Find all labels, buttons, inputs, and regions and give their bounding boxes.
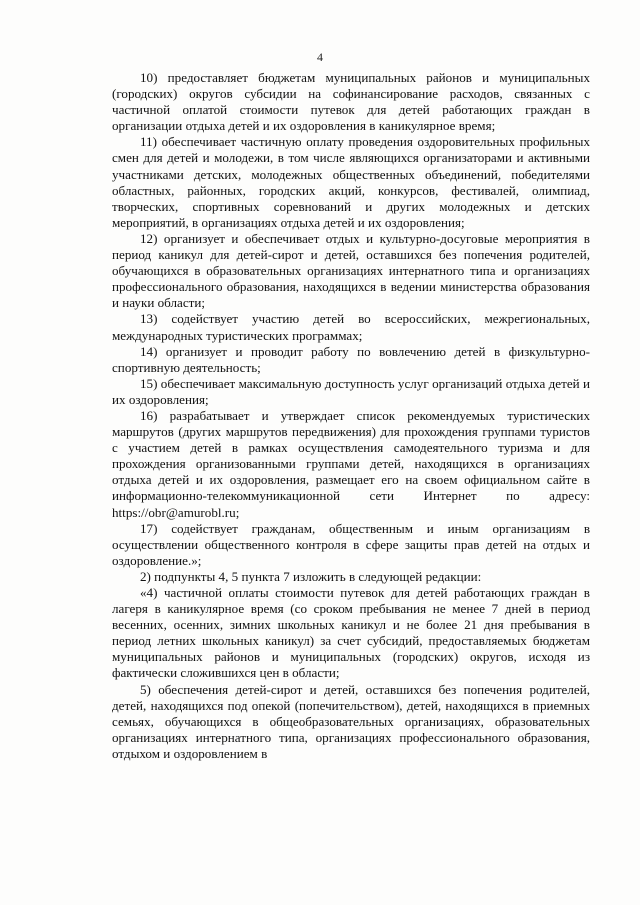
paragraph-subitem-5: 5) обеспечения детей-сирот и детей, оставшихся без попечения родителей, детей, находящихся под опекой (попечительством), детей, находящихся в приемных семьях, обучающихся в общеобразовательных организациях, образовательных организациях интернатного типа, организациях профессионального образования, отдыхом и оздоровлением в bbox=[112, 681, 590, 761]
paragraph-item-11: 11) обеспечивает частичную оплату проведения оздоровительных профильных смен для детей и молодежи, в том числе являющихся организаторами и активными участниками детских, молодежных общественных объединений, победителями областных, районных, городских акций, конкурсов, фестивалей, олимпиад, творческих, спортивных соревнований и других молодежных и детских мероприятий, в организациях отдыха детей и их оздоровления; bbox=[112, 134, 590, 230]
page-number: 4 bbox=[317, 50, 323, 64]
paragraph-item-17: 17) содействует гражданам, общественным и иным организациям в осуществлении общественного контроля в сфере защиты прав детей на отдых и оздоровление.»; bbox=[112, 520, 590, 568]
paragraph-subitem-4: «4) частичной оплаты стоимости путевок для детей работающих граждан в лагеря в каникулярное время (со сроком пребывания не менее 7 дней в период весенних, осенних, зимних школьных каникул и не более 21 дня пребывания в период летних школьных каникул) за счет субсидий, предоставляемых бюджетам муниципальных районов и муниципальных (городских) округов, исходя из фактически сложившихся цен в области; bbox=[112, 585, 590, 681]
paragraph-item-15: 15) обеспечивает максимальную доступность услуг организаций отдыха детей и их оздоровления; bbox=[112, 375, 590, 407]
paragraph-amendment-intro: 2) подпункты 4, 5 пункта 7 изложить в следующей редакции: bbox=[140, 568, 482, 584]
document-body bbox=[112, 70, 590, 762]
paragraph-item-13: 13) содействует участию детей во всероссийских, межрегиональных, международных туристических программах; bbox=[112, 311, 590, 343]
paragraph-item-10: 10) предоставляет бюджетам муниципальных районов и муниципальных (городских) округов субсидии на софинансирование расходов, связанных с частичной оплатой стоимости путевок для детей работающих граждан в организации отдыха детей и их оздоровления в каникулярное время; bbox=[112, 70, 590, 134]
paragraph-item-14: 14) организует и проводит работу по вовлечению детей в физкультурно-спортивную деятельность; bbox=[112, 343, 590, 375]
paragraph-item-12: 12) организует и обеспечивает отдых и культурно-досуговые мероприятия в период каникул для детей-сирот и детей, оставшихся без попечения родителей, обучающихся в образовательных организациях интернатного типа и организациях профессионального образования, находящихся в ведении министерства образования и науки области; bbox=[112, 230, 590, 311]
paragraph-item-16: 16) разрабатывает и утверждает список рекомендуемых туристических маршрутов (других маршрутов передвижения) для прохождения группами туристов с участием детей в рамках осуществления самодеятельного туризма и для прохождения организованными группами детей, находящихся в организациях отдыха детей и их оздоровления, размещает его на своем официальном сайте в информационно-телекоммуникационной сети Интернет по адресу: https://obr@amurobl.ru; bbox=[112, 407, 590, 520]
